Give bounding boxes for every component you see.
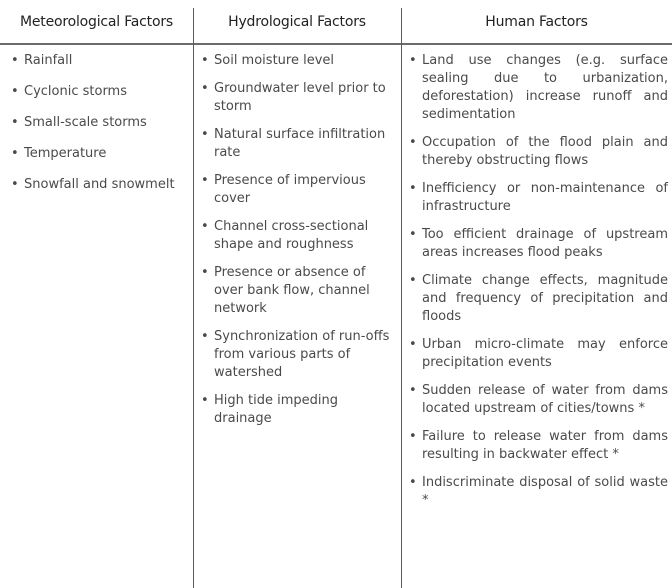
meteorological-factors-list (10, 52, 190, 207)
list-item (408, 180, 668, 216)
header-meteorological: Meteorological Factors (20, 14, 173, 30)
bullet-icon: • (201, 173, 209, 188)
bullet-icon: • (409, 53, 417, 68)
list-item-text: Natural surface infiltration rate (214, 127, 386, 160)
list-item (408, 382, 668, 418)
human-factors-list (408, 52, 668, 520)
list-item (200, 264, 396, 318)
bullet-icon: • (201, 127, 209, 142)
list-item (200, 328, 396, 382)
header-hydrological: Hydrological Factors (228, 14, 366, 30)
list-item-text: Cyclonic storms (24, 84, 127, 99)
list-item-text: Rainfall (24, 53, 73, 68)
list-item (200, 126, 396, 162)
bullet-icon: • (409, 429, 417, 444)
list-item-text: Presence of impervious cover (214, 173, 366, 206)
list-item-text: Indiscriminate disposal of solid waste * (422, 475, 668, 508)
list-item-text: Soil moisture level (214, 53, 335, 68)
bullet-icon: • (11, 146, 19, 161)
list-item (200, 80, 396, 116)
list-item-text: Climate change effects, magnitude and frequency of precipitation and floods (422, 273, 668, 324)
list-item-text: High tide impeding drainage (214, 393, 338, 426)
bullet-icon: • (201, 329, 209, 344)
list-item (10, 83, 190, 101)
list-item-text: Groundwater level prior to storm (214, 81, 386, 114)
list-item-text: Too efficient drainage of upstream areas increases flood peaks (422, 227, 668, 260)
header-divider (0, 43, 672, 45)
hydrological-factors-list (200, 52, 396, 438)
bullet-icon: • (201, 219, 209, 234)
bullet-icon: • (201, 53, 209, 68)
list-item (408, 474, 668, 510)
list-item-text: Land use changes (e.g. surface sealing due to urbanization, deforestation) increase runoff and sedimentation (422, 53, 668, 122)
list-item (200, 392, 396, 428)
list-item (408, 134, 668, 170)
bullet-icon: • (409, 337, 417, 352)
list-item (10, 114, 190, 132)
list-item (200, 218, 396, 254)
bullet-icon: • (11, 177, 19, 192)
list-item-text: Sudden release of water from dams located upstream of cities/towns * (422, 383, 668, 416)
list-item-text: Occupation of the flood plain and thereby obstructing flows (422, 135, 668, 168)
bullet-icon: • (201, 81, 209, 96)
bullet-icon: • (11, 115, 19, 130)
list-item (408, 428, 668, 464)
list-item (200, 52, 396, 70)
bullet-icon: • (409, 383, 417, 398)
bullet-icon: • (409, 135, 417, 150)
list-item-text: Temperature (24, 146, 107, 161)
list-item-text: Synchronization of run-offs from various parts of watershed (214, 329, 390, 380)
bullet-icon: • (409, 475, 417, 490)
column-divider-2 (401, 8, 402, 588)
list-item (10, 145, 190, 163)
bullet-icon: • (11, 53, 19, 68)
list-item (408, 272, 668, 326)
bullet-icon: • (201, 393, 209, 408)
list-item (408, 336, 668, 372)
list-item (408, 226, 668, 262)
list-item-text: Small-scale storms (24, 115, 147, 130)
bullet-icon: • (409, 273, 417, 288)
list-item-text: Inefficiency or non-maintenance of infrastructure (422, 181, 668, 214)
list-item-text: Presence or absence of over bank flow, channel network (214, 265, 370, 316)
list-item (10, 176, 190, 194)
list-item (10, 52, 190, 70)
list-item-text: Failure to release water from dams resulting in backwater effect * (422, 429, 668, 462)
bullet-icon: • (409, 227, 417, 242)
bullet-icon: • (11, 84, 19, 99)
list-item (200, 172, 396, 208)
column-divider-1 (193, 8, 194, 588)
list-item-text: Channel cross-sectional shape and roughness (214, 219, 369, 252)
list-item-text: Snowfall and snowmelt (24, 177, 175, 192)
bullet-icon: • (201, 265, 209, 280)
list-item-text: Urban micro-climate may enforce precipitation events (422, 337, 668, 370)
header-human: Human Factors (485, 14, 588, 30)
bullet-icon: • (409, 181, 417, 196)
list-item (408, 52, 668, 124)
